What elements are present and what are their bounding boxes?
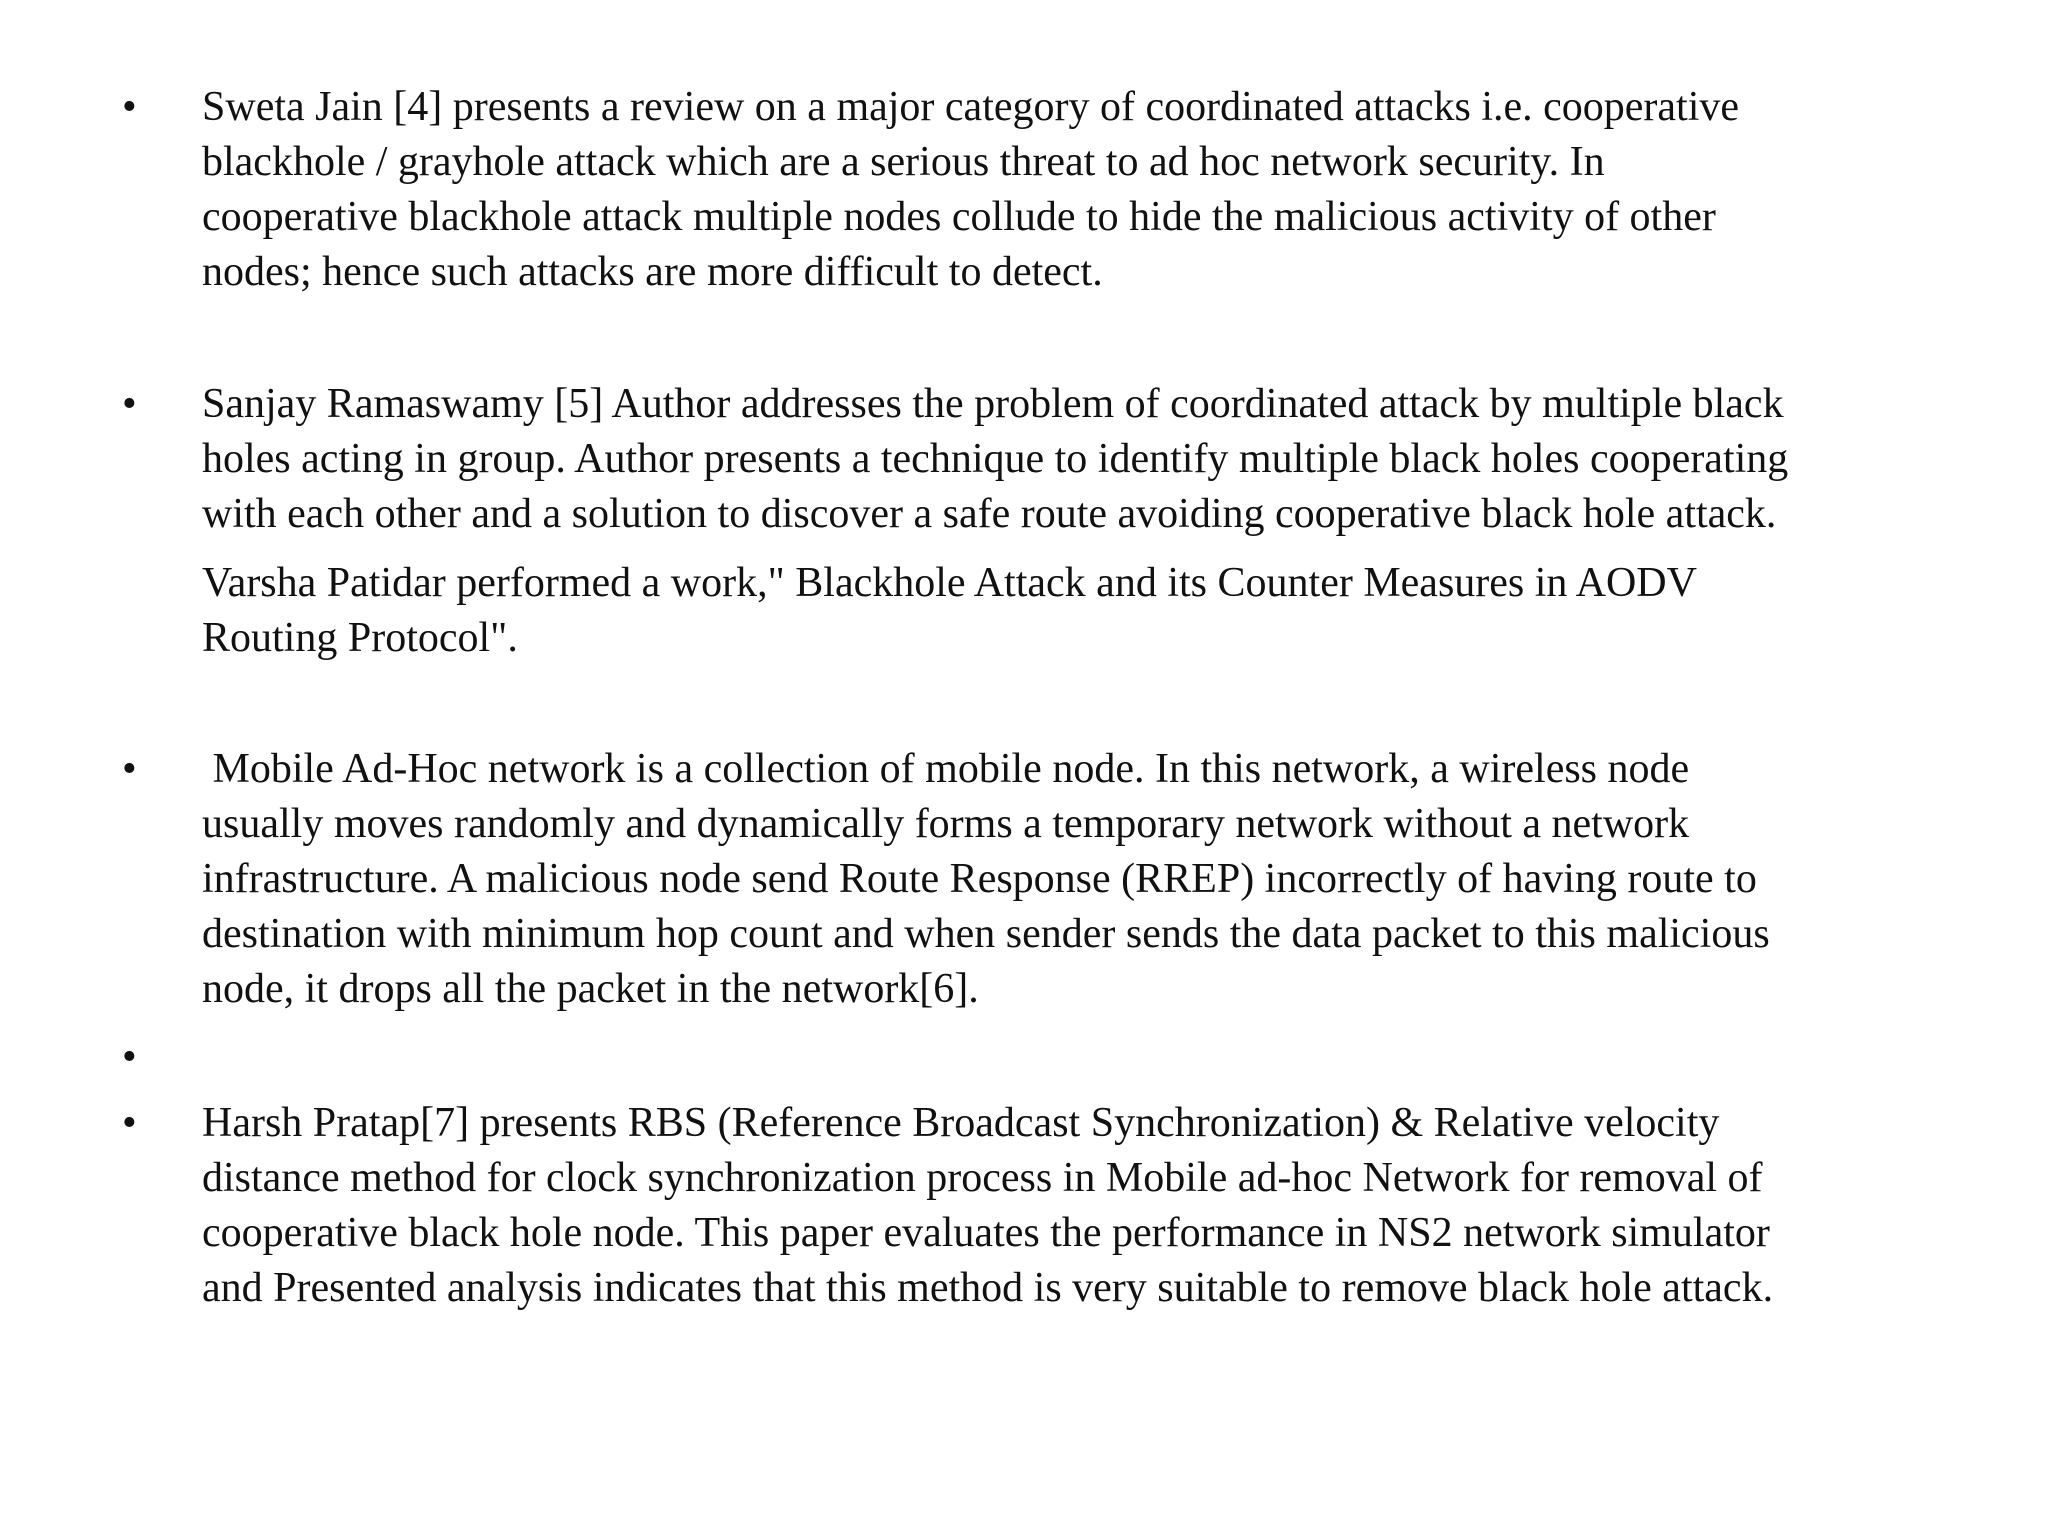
text-line: Varsha Patidar performed a work," Blackhole Attack and its Counter Measures in AODV [202, 560, 1697, 606]
list-item-text [202, 742, 1982, 1017]
text-line: cooperative black hole node. This paper evaluates the performance in NS2 network simulator [202, 1210, 1770, 1256]
text-line: with each other and a solution to discover a safe route avoiding cooperative black hole attack. [202, 491, 1777, 537]
list-item-text [202, 1096, 1982, 1316]
text-line: usually moves randomly and dynamically forms a temporary network without a network [202, 801, 1690, 847]
list-item-text [202, 80, 1982, 300]
text-line: cooperative blackhole attack multiple nodes collude to hide the malicious activity of other [202, 194, 1716, 240]
text-line: infrastructure. A malicious node send Route Response (RREP) incorrectly of having route to [202, 856, 1757, 902]
text-line: and Presented analysis indicates that this method is very suitable to remove black hole attack. [202, 1265, 1774, 1311]
bullet-marker: • [122, 1034, 137, 1080]
text-line: nodes; hence such attacks are more difficult to detect. [202, 249, 1103, 295]
text-line: Routing Protocol". [202, 615, 518, 661]
bullet-marker: • [122, 746, 137, 792]
text-line: destination with minimum hop count and when sender sends the data packet to this malicious [202, 911, 1770, 957]
list-item-text [202, 377, 1982, 542]
text-line: Harsh Pratap[7] presents RBS (Reference Broadcast Synchronization) & Relative velocity [202, 1100, 1720, 1146]
text-line: node, it drops all the packet in the network[6]. [202, 966, 979, 1012]
text-line: distance method for clock synchronization process in Mobile ad-hoc Network for removal of [202, 1155, 1763, 1201]
text-line: blackhole / grayhole attack which are a serious threat to ad hoc network security. In [202, 139, 1605, 185]
text-line: holes acting in group. Author presents a technique to identify multiple black holes cooperating [202, 436, 1789, 482]
text-line: Sanjay Ramaswamy [5] Author addresses the problem of coordinated attack by multiple black [202, 381, 1784, 427]
bullet-marker: • [122, 381, 137, 427]
bullet-marker: • [122, 84, 137, 130]
text-line: Mobile Ad-Hoc network is a collection of mobile node. In this network, a wireless node [202, 746, 1690, 792]
list-item-text [202, 556, 1982, 666]
bullet-marker: • [122, 1100, 137, 1146]
text-line: Sweta Jain [4] presents a review on a major category of coordinated attacks i.e. cooperative [202, 84, 1740, 130]
